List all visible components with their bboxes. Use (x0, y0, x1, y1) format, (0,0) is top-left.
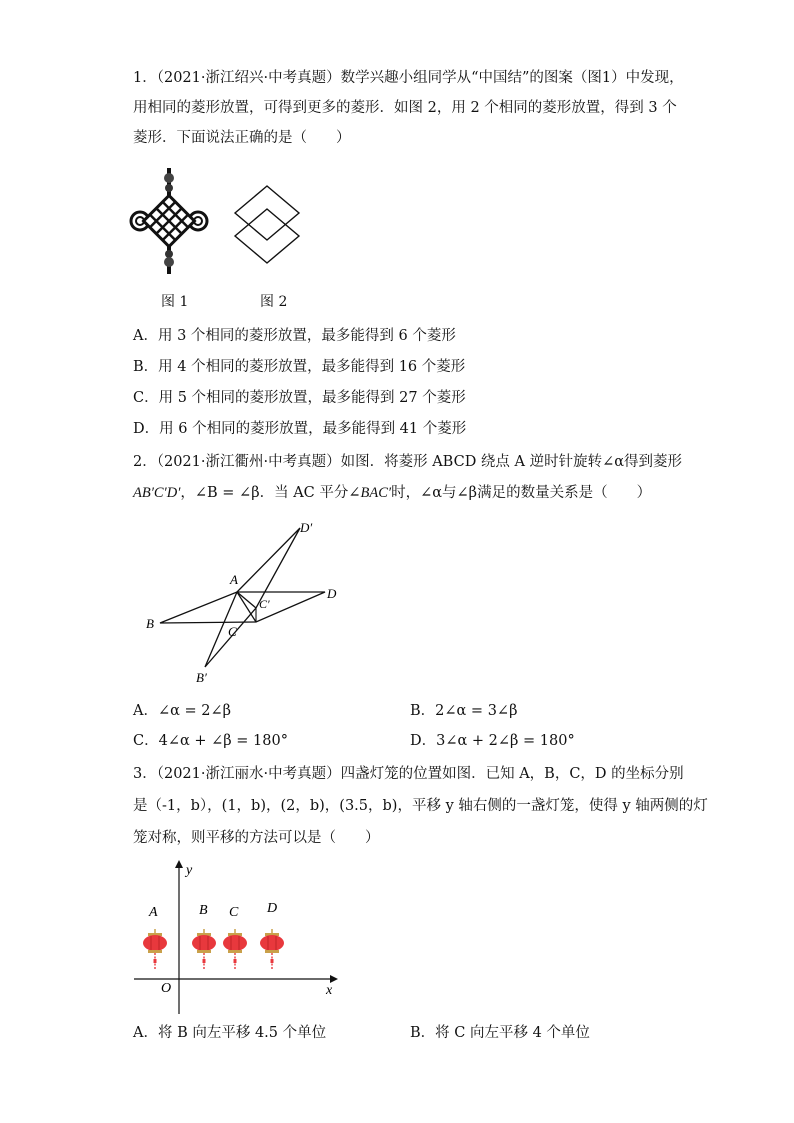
q2-option-d: D．3∠α + 2∠β = 180° (410, 733, 575, 749)
q2-line-1: 2．（2021·浙江衢州·中考真题）如图．将菱形 ABCD 绕点 A 逆时针旋转∠α得到菱形 (133, 454, 683, 470)
q1-line-1: 1．（2021·浙江绍兴·中考真题）数学兴趣小组同学从“中国结”的图案（图1）中发现， (133, 70, 684, 86)
label-b-prime: B′ (196, 670, 207, 685)
q1-line-2: 用相同的菱形放置，可得到更多的菱形．如图 2，用 2 个相同的菱形放置，得到 3 个 (133, 100, 677, 116)
q2-option-c: C．4∠α + ∠β = 180° (133, 733, 288, 749)
lantern-c (223, 929, 247, 969)
q1-option-d: D．用 6 个相同的菱形放置，最多能得到 41 个菱形 (133, 421, 467, 437)
q3-line-1: 3．（2021·浙江丽水·中考真题）四盏灯笼的位置如图．已知 A，B，C，D 的坐标分别 (133, 766, 684, 782)
q2-rhombus-name: AB′C′D′ (133, 485, 181, 501)
lantern-b (192, 929, 216, 969)
chinese-knot-figure (130, 168, 208, 274)
q2-line-2-part-d: 时，∠α与∠β满足的数量关系是（ ） (391, 485, 652, 501)
q3-option-a: A．将 B 向左平移 4.5 个单位 (133, 1025, 327, 1041)
lantern-label-a: A (149, 905, 158, 920)
lantern-a (143, 929, 167, 969)
q1-line-3: 菱形．下面说法正确的是（ ） (133, 130, 351, 146)
label-a: A (230, 572, 238, 587)
label-d-prime: D′ (300, 520, 313, 535)
origin-label: O (161, 981, 172, 996)
label-c-prime: C′ (259, 597, 270, 611)
q3-line-2: 是（-1，b），(1，b)，(2，b)，(3.5，b)，平移 y 轴右侧的一盏灯笼，使得 y 轴两侧的灯 (133, 798, 708, 814)
q3-line-3: 笼对称，则平移的方法可以是（ ） (133, 830, 380, 846)
rotated-rhombus-figure (140, 520, 350, 690)
q2-option-b: B．2∠α = 3∠β (410, 703, 518, 719)
q2-option-a: A．∠α = 2∠β (133, 703, 232, 719)
two-rhombus-figure (234, 185, 300, 265)
figure-2-caption: 图 2 (260, 294, 288, 310)
label-b: B (146, 616, 154, 631)
q2-line-2-part-b: ，∠B = ∠β．当 AC 平分 (180, 485, 349, 501)
q1-option-a: A．用 3 个相同的菱形放置，最多能得到 6 个菱形 (133, 328, 456, 344)
axis-y-label: y (186, 863, 193, 878)
label-d: D (327, 586, 337, 601)
lantern-d (260, 929, 284, 969)
lantern-label-c: C (229, 905, 239, 920)
lantern-label-d: D (267, 901, 278, 916)
q3-option-b: B．将 C 向左平移 4 个单位 (410, 1025, 590, 1041)
q1-option-c: C．用 5 个相同的菱形放置，最多能得到 27 个菱形 (133, 390, 466, 406)
lantern-label-b: B (199, 903, 208, 918)
q2-angle-bac: ∠BAC′ (348, 485, 392, 501)
lantern-coordinate-figure (130, 858, 342, 1018)
axis-x-label: x (326, 983, 333, 998)
q2-line-2 (133, 483, 651, 503)
q1-option-b: B．用 4 个相同的菱形放置，最多能得到 16 个菱形 (133, 359, 466, 375)
figure-1-caption: 图 1 (161, 294, 189, 310)
label-c: C (228, 624, 237, 639)
